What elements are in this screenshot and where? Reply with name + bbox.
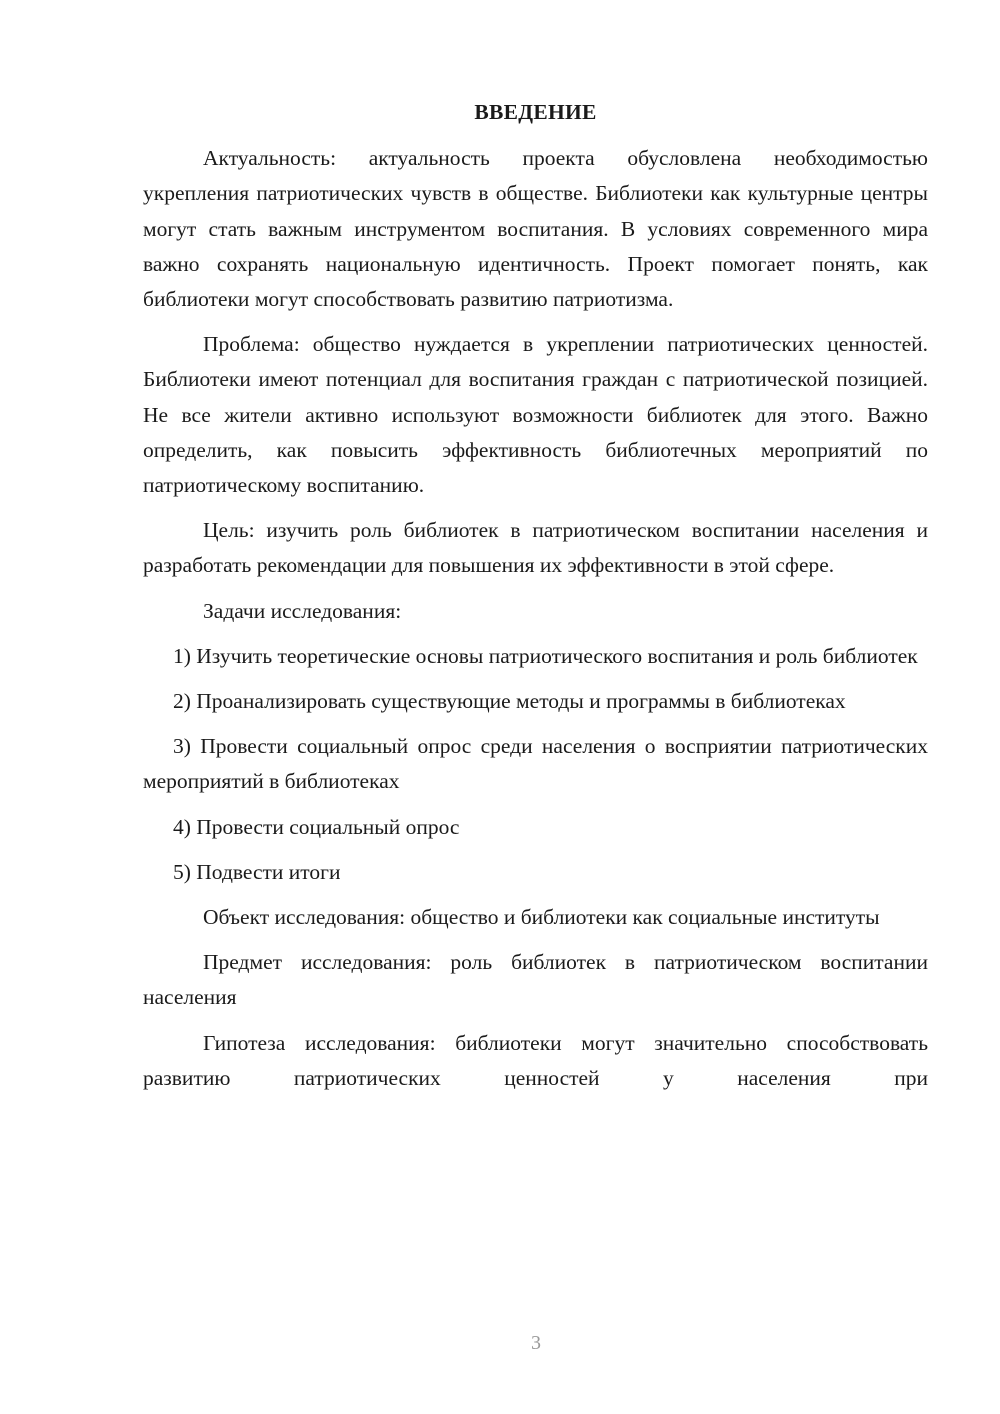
paragraph-relevance: Актуальность: актуальность проекта обусловлена необходимостью укрепления патриотических чувств в обществе. Библиотеки как культурные центры могут стать важным инструментом воспитания. В условиях современного мира важно сохранять национальную идентичность. Проект помогает понять, как библиотеки могут способствовать развитию патриотизма. [143,146,928,312]
section-title: ВВЕДЕНИЕ [474,100,597,124]
task-item-3: 3) Провести социальный опрос среди населения о восприятии патриотических мероприятий в библиотеках [143,734,928,794]
page-number: 3 [531,1332,541,1354]
paragraph-hypothesis: Гипотеза исследования: библиотеки могут значительно способствовать развитию патриотических ценностей у населения при [143,1030,928,1090]
paragraph-object: Объект исследования: общество и библиотеки как социальные институты [203,905,880,930]
paragraph-tasks-heading: Задачи исследования: [203,598,402,623]
paragraph-problem: Проблема: общество нуждается в укреплении патриотических ценностей. Библиотеки имеют потенциал для воспитания граждан с патриотической позицией. Не все жители активно используют возможности библиотек для этого. Важно определить, как повысить эффективность библиотечных мероприятий по патриотическому воспитанию. [143,332,928,498]
task-item-2: 2) Проанализировать существующие методы и программы в библиотеках [173,689,846,714]
paragraph-goal: Цель: изучить роль библиотек в патриотическом воспитании населения и разработать рекомендации для повышения их эффективности в этой сфере. [143,518,928,578]
task-item-5: 5) Подвести итоги [173,859,341,884]
task-item-1: 1) Изучить теоретические основы патриотического воспитания и роль библиотек [173,643,918,668]
paragraph-subject: Предмет исследования: роль библиотек в патриотическом воспитании населения [143,950,928,1010]
page-content [143,95,928,1106]
task-item-4: 4) Провести социальный опрос [173,814,460,839]
